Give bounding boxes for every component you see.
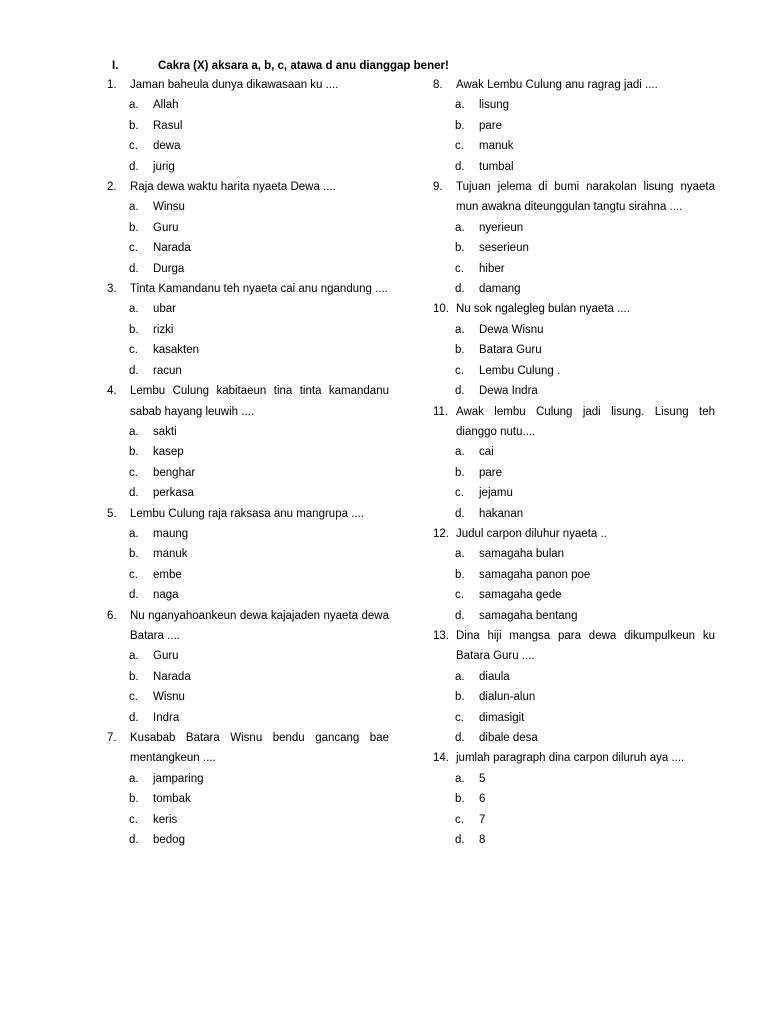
answer-option[interactable] — [107, 320, 389, 340]
option-letter: d. — [455, 385, 465, 398]
option-text: Batara Guru — [479, 344, 542, 357]
option-text: pare — [479, 466, 503, 479]
option-letter: a. — [129, 425, 139, 438]
question-number: 2. — [107, 181, 117, 194]
option-letter: c. — [455, 711, 464, 724]
question-number: 3. — [107, 283, 117, 296]
question-2 — [107, 177, 389, 197]
option-text: Lembu Culung . — [479, 364, 561, 377]
question-number: 14. — [433, 752, 449, 765]
option-text: tumbal — [479, 160, 514, 173]
option-letter: d. — [129, 364, 139, 377]
answer-option[interactable] — [107, 218, 389, 238]
option-text: seserieun — [479, 242, 529, 255]
option-letter: c. — [455, 589, 464, 602]
option-letter: a. — [455, 772, 465, 785]
answer-option[interactable] — [107, 524, 389, 544]
option-letter: c. — [129, 691, 138, 704]
option-letter: d. — [455, 732, 465, 744]
option-letter: c. — [455, 487, 464, 500]
option-letter: c. — [455, 262, 464, 275]
answer-option[interactable] — [433, 769, 715, 789]
question-text: Awak Lembu Culung anu ragrag jadi .... — [456, 79, 658, 91]
option-text: benghar — [153, 466, 196, 479]
answer-option[interactable] — [107, 463, 389, 483]
question-number: 6. — [107, 609, 117, 622]
question-1 — [107, 75, 389, 95]
option-text: Rasul — [153, 119, 183, 132]
answer-option[interactable] — [433, 544, 715, 564]
option-text: damang — [479, 283, 521, 296]
answer-option[interactable] — [433, 606, 715, 626]
answer-option[interactable] — [433, 810, 715, 830]
question-14 — [433, 748, 715, 768]
option-letter: c. — [455, 140, 464, 153]
answer-option[interactable] — [107, 361, 389, 381]
question-text: Kusabab Batara Wisnu bendu gancang bae mentangkeun .... — [130, 732, 389, 765]
question-text: Judul carpon diluhur nyaeta .. — [456, 527, 607, 540]
answer-option[interactable] — [433, 361, 715, 381]
answer-option[interactable] — [433, 279, 715, 299]
question-number: 4. — [107, 385, 117, 398]
answer-option[interactable] — [107, 544, 389, 564]
answer-option[interactable] — [107, 197, 389, 217]
answer-option[interactable] — [107, 157, 389, 177]
question-4 — [107, 381, 389, 422]
answer-option[interactable] — [107, 95, 389, 115]
option-letter: d. — [455, 283, 465, 296]
question-text: Jaman baheula dunya dikawasaan ku .... — [130, 79, 339, 91]
question-13 — [433, 626, 715, 667]
option-letter: a. — [455, 99, 465, 112]
option-text: Indra — [153, 711, 180, 724]
option-letter: b. — [129, 323, 139, 336]
answer-option[interactable] — [107, 769, 389, 789]
option-text: samagaha panon poe — [479, 568, 591, 581]
option-letter: c. — [455, 364, 464, 377]
question-11 — [433, 402, 715, 443]
option-text: dialun-alun — [479, 691, 536, 704]
option-letter: d. — [455, 507, 465, 520]
option-text: Guru — [153, 650, 179, 663]
answer-option[interactable] — [433, 238, 715, 258]
option-letter: c. — [129, 813, 138, 826]
option-letter: c. — [129, 466, 138, 479]
option-text: jejamu — [479, 487, 513, 500]
option-text: samagaha gede — [479, 589, 562, 602]
option-letter: d. — [129, 262, 139, 275]
option-text: Narada — [153, 670, 191, 683]
question-number: 12. — [433, 527, 449, 540]
option-letter: b. — [455, 691, 465, 704]
option-letter: a. — [129, 99, 139, 112]
option-text: 8 — [479, 834, 486, 847]
answer-option[interactable] — [107, 667, 389, 687]
question-7 — [107, 728, 389, 769]
answer-option[interactable] — [107, 422, 389, 442]
option-text: tombak — [153, 793, 191, 806]
option-letter: c. — [129, 568, 138, 581]
option-letter: a. — [129, 201, 139, 214]
question-text: Lembu Culung kabitaeun tina tinta kamandanu sabab hayang leuwih .... — [130, 385, 389, 418]
question-text: Dina hiji mangsa para dewa dikumpulkeun ku Batara Guru .... — [456, 629, 715, 663]
answer-option[interactable] — [433, 463, 715, 483]
question-text: Raja dewa waktu harita nyaeta Dewa .... — [130, 181, 336, 194]
answer-option[interactable] — [107, 646, 389, 666]
answer-option[interactable] — [433, 442, 715, 462]
option-text: dibale desa — [479, 732, 538, 744]
option-letter: d. — [455, 160, 465, 173]
answer-option[interactable] — [433, 789, 715, 809]
answer-option[interactable] — [433, 565, 715, 585]
option-text: dewa — [153, 140, 181, 153]
answer-option[interactable] — [107, 238, 389, 258]
answer-option[interactable] — [433, 728, 715, 748]
answer-option[interactable] — [107, 442, 389, 462]
question-number: 10. — [433, 303, 449, 316]
option-text: embe — [153, 568, 182, 581]
option-text: nyerieun — [479, 221, 524, 234]
option-text: hiber — [479, 262, 505, 275]
option-text: sakti — [153, 425, 177, 438]
answer-option[interactable] — [107, 687, 389, 707]
option-letter: a. — [455, 670, 465, 683]
question-text: Awak lembu Culung jadi lisung. Lisung teh dianggo nutu.... — [456, 405, 715, 438]
option-text: pare — [479, 119, 503, 132]
option-letter: b. — [129, 793, 139, 806]
question-12 — [433, 524, 715, 544]
option-letter: b. — [455, 119, 465, 132]
option-text: ubar — [153, 303, 177, 316]
option-text: dimasigit — [479, 711, 525, 724]
option-text: hakanan — [479, 507, 524, 520]
question-5 — [107, 504, 389, 524]
answer-option[interactable] — [107, 830, 389, 850]
question-3 — [107, 279, 389, 299]
answer-option[interactable] — [107, 340, 389, 360]
option-letter: a. — [455, 548, 465, 561]
question-column-right — [433, 75, 715, 850]
question-number: 7. — [107, 732, 117, 744]
option-letter: a. — [129, 527, 139, 540]
option-text: perkasa — [153, 487, 194, 500]
section-number: I. — [112, 60, 119, 72]
answer-option[interactable] — [433, 136, 715, 156]
option-text: lisung — [479, 99, 510, 112]
option-letter: c. — [129, 344, 138, 357]
option-text: jamparing — [153, 772, 204, 785]
answer-option[interactable] — [107, 299, 389, 319]
option-text: Dewa Wisnu — [479, 323, 544, 336]
option-text: racun — [153, 364, 182, 377]
section-instruction: Cakra (X) aksara a, b, c, atawa d anu dianggap bener! — [158, 60, 449, 72]
option-letter: b. — [129, 670, 139, 683]
option-letter: c. — [455, 813, 464, 826]
option-text: Wisnu — [153, 691, 185, 704]
option-text: Narada — [153, 242, 191, 255]
option-letter: d. — [455, 834, 465, 847]
answer-option[interactable] — [433, 504, 715, 524]
question-text: Tujuan jelema di bumi narakolan lisung nyaeta mun awakna diteunggulan tangtu sirahna .... — [456, 181, 715, 214]
option-text: 6 — [479, 793, 486, 806]
option-text: samagaha bentang — [479, 609, 578, 622]
option-letter: b. — [129, 446, 139, 459]
question-text: Nu sok ngalegleg bulan nyaeta .... — [456, 303, 630, 316]
answer-option[interactable] — [433, 830, 715, 850]
option-letter: a. — [455, 221, 465, 234]
option-text: 5 — [479, 772, 486, 785]
option-text: naga — [153, 589, 179, 602]
option-letter: a. — [455, 323, 465, 336]
question-8 — [433, 75, 715, 95]
answer-option[interactable] — [433, 95, 715, 115]
answer-option[interactable] — [107, 708, 389, 728]
option-letter: d. — [129, 487, 139, 500]
option-letter: b. — [129, 119, 139, 132]
question-text: jumlah paragraph dina carpon diluruh aya .... — [456, 752, 685, 765]
option-letter: b. — [455, 568, 465, 581]
option-text: Guru — [153, 221, 179, 234]
option-letter: c. — [129, 140, 138, 153]
option-letter: b. — [129, 548, 139, 561]
option-letter: d. — [129, 160, 139, 173]
answer-option[interactable] — [433, 483, 715, 503]
answer-option[interactable] — [107, 116, 389, 136]
option-text: rizki — [153, 323, 174, 336]
answer-option[interactable] — [107, 136, 389, 156]
question-column-left — [107, 75, 389, 850]
option-letter: d. — [129, 834, 139, 847]
answer-option[interactable] — [433, 157, 715, 177]
option-letter: d. — [129, 589, 139, 602]
question-10 — [433, 299, 715, 319]
question-text: Nu nganyahoankeun dewa kajajaden nyaeta dewa Batara .... — [130, 609, 389, 642]
option-text: bedog — [153, 834, 185, 847]
option-letter: d. — [129, 711, 139, 724]
option-letter: d. — [455, 609, 465, 622]
answer-option[interactable] — [433, 259, 715, 279]
option-text: manuk — [153, 548, 188, 561]
question-text: Lembu Culung raja raksasa anu mangrupa .... — [130, 507, 364, 520]
answer-option[interactable] — [107, 810, 389, 830]
option-text: cai — [479, 446, 494, 459]
option-text: Winsu — [153, 201, 185, 214]
question-number: 5. — [107, 507, 117, 520]
option-text: kasakten — [153, 344, 200, 357]
answer-option[interactable] — [433, 320, 715, 340]
answer-option[interactable] — [433, 585, 715, 605]
answer-option[interactable] — [107, 483, 389, 503]
answer-option[interactable] — [107, 585, 389, 605]
answer-option[interactable] — [107, 789, 389, 809]
option-letter: a. — [129, 303, 139, 316]
option-letter: b. — [455, 344, 465, 357]
question-text: Tinta Kamandanu teh nyaeta cai anu ngandung .... — [130, 283, 388, 296]
question-6 — [107, 606, 389, 647]
option-letter: b. — [455, 793, 465, 806]
option-letter: a. — [455, 446, 465, 459]
answer-option[interactable] — [107, 259, 389, 279]
option-letter: b. — [455, 466, 465, 479]
question-number: 9. — [433, 181, 443, 194]
option-text: samagaha bulan — [479, 548, 565, 561]
answer-option[interactable] — [433, 687, 715, 707]
option-letter: b. — [129, 221, 139, 234]
option-letter: b. — [455, 242, 465, 255]
option-text: 7 — [479, 813, 486, 826]
answer-option[interactable] — [433, 218, 715, 238]
question-number: 1. — [107, 79, 117, 91]
option-text: Allah — [153, 99, 179, 112]
option-text: maung — [153, 527, 189, 540]
option-letter: c. — [129, 242, 138, 255]
answer-option[interactable] — [107, 565, 389, 585]
option-text: Dewa Indra — [479, 385, 538, 398]
answer-option[interactable] — [433, 116, 715, 136]
question-9 — [433, 177, 715, 218]
answer-option[interactable] — [433, 667, 715, 687]
question-number: 8. — [433, 79, 443, 91]
option-letter: a. — [129, 650, 139, 663]
option-text: manuk — [479, 140, 514, 153]
answer-option[interactable] — [433, 340, 715, 360]
answer-option[interactable] — [433, 381, 715, 401]
option-text: kasep — [153, 446, 184, 459]
option-text: jurig — [153, 160, 175, 173]
option-letter: a. — [129, 772, 139, 785]
option-text: keris — [153, 813, 178, 826]
option-text: diaula — [479, 670, 510, 683]
question-number: 13. — [433, 629, 449, 642]
option-text: Durga — [153, 262, 185, 275]
question-number: 11. — [433, 405, 449, 418]
answer-option[interactable] — [433, 708, 715, 728]
